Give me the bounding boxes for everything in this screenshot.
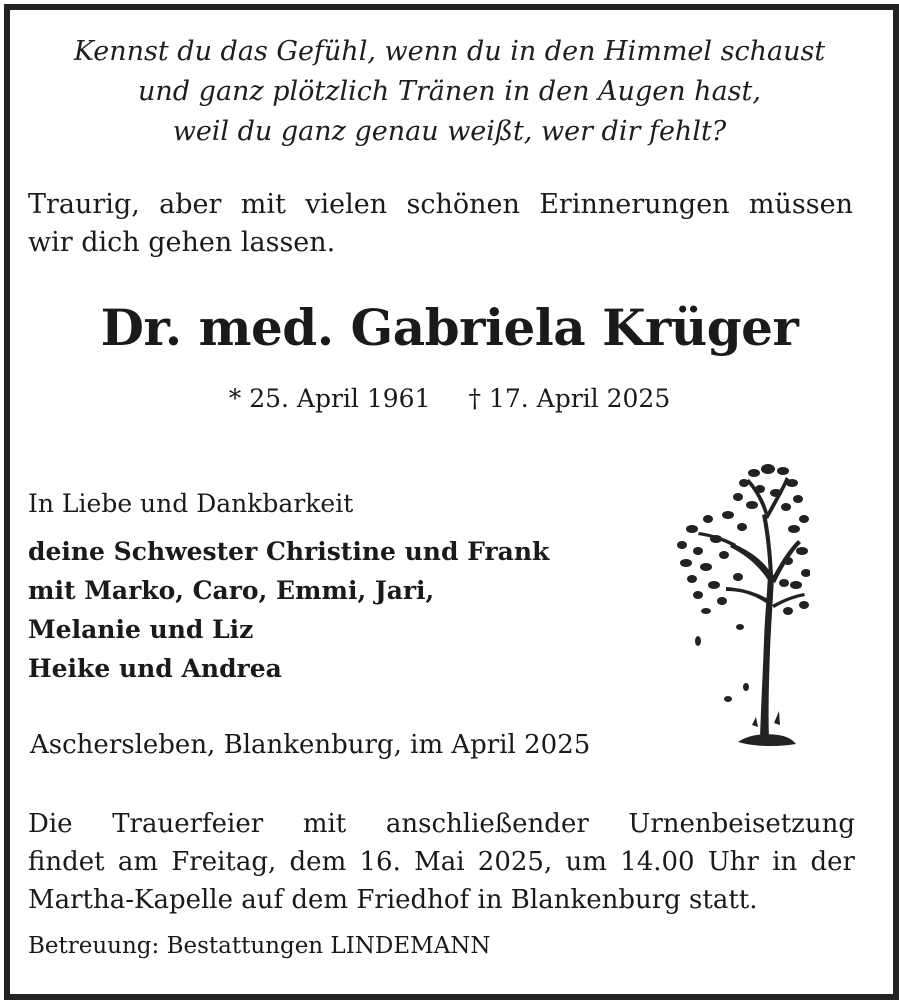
- intro-line: Traurig, aber mit vielen schönen Erinnerungen müssen: [28, 189, 853, 220]
- poem-line: Kennst du das Gefühl, wenn du in den Himmel schaust: [73, 36, 826, 67]
- deceased-name: Dr. med. Gabriela Krüger: [100, 298, 799, 357]
- place-date: Aschersleben, Blankenburg, im April 2025: [30, 730, 591, 760]
- ceremony-text: [28, 805, 855, 919]
- family-line: Heike und Andrea: [28, 654, 282, 683]
- ceremony-line: Die Trauerfeier mit anschließender Urnenbeisetzung: [28, 809, 855, 839]
- tree-icon: [668, 455, 810, 755]
- life-dates: [0, 383, 899, 415]
- intro-text: [28, 186, 853, 262]
- family-line: Melanie und Liz: [28, 615, 254, 644]
- birth-date: * 25. April 1961: [228, 384, 431, 413]
- family-line: deine Schwester Christine und Frank: [28, 537, 550, 566]
- poem-line: und ganz plötzlich Tränen in den Augen hast,: [138, 76, 761, 107]
- funeral-home: Betreuung: Bestattungen LINDEMANN: [28, 933, 491, 959]
- death-date: † 17. April 2025: [468, 384, 671, 413]
- intro-line: wir dich gehen lassen.: [28, 227, 336, 258]
- poem-line: weil du ganz genau weißt, wer dir fehlt?: [172, 116, 727, 147]
- love-line: In Liebe und Dankbarkeit: [28, 489, 354, 518]
- poem: [0, 32, 899, 152]
- family-list: [28, 532, 549, 688]
- family-line: mit Marko, Caro, Emmi, Jari,: [28, 576, 435, 605]
- ceremony-line: Martha-Kapelle auf dem Friedhof in Blankenburg statt.: [28, 885, 758, 915]
- ceremony-line: findet am Freitag, dem 16. Mai 2025, um 14.00 Uhr in der: [28, 847, 855, 877]
